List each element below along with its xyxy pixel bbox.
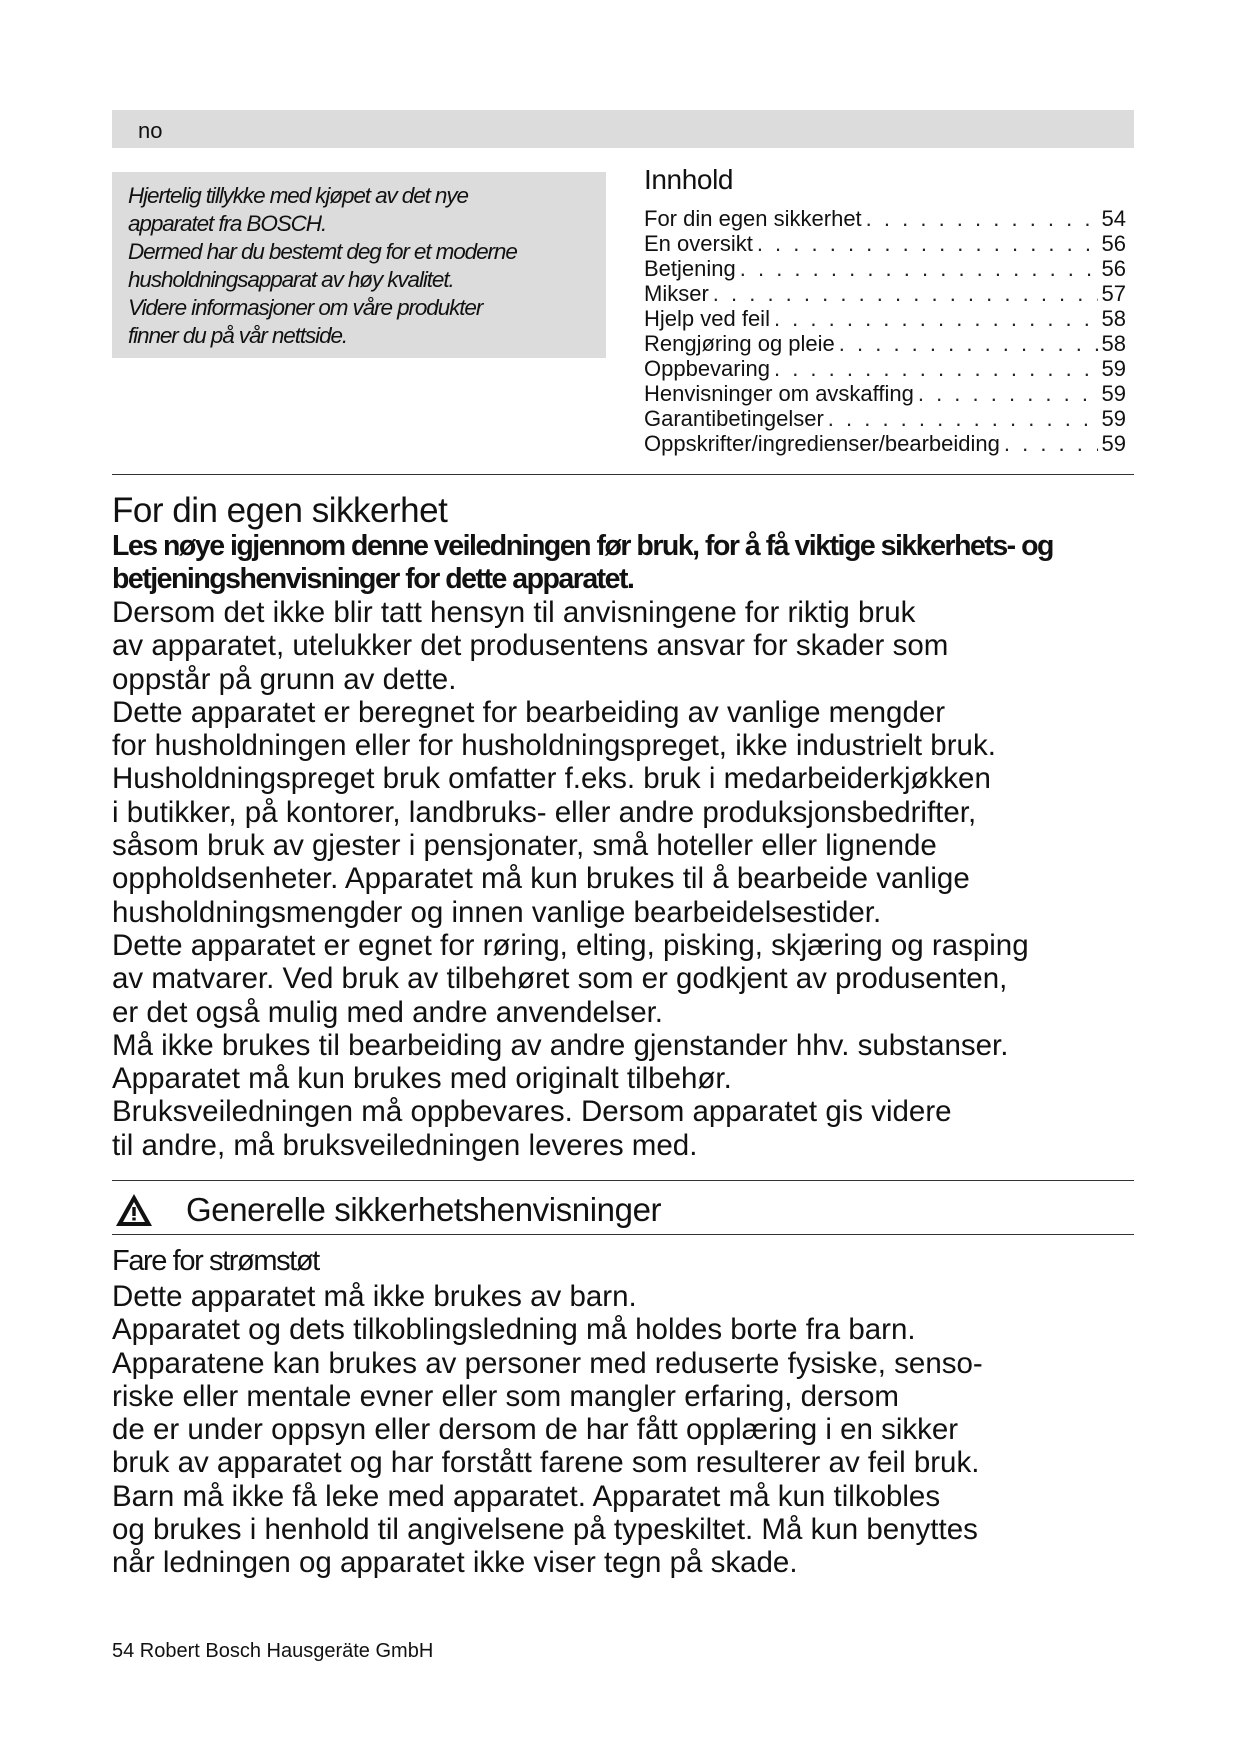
- language-code: no: [138, 118, 163, 143]
- body-line: Må ikke brukes til bearbeiding av andre gjenstander hhv. substanser.: [112, 1028, 1009, 1062]
- toc-item[interactable]: [644, 406, 1126, 431]
- body-line: Apparatet må kun brukes med originalt tilbehør.: [112, 1062, 732, 1096]
- toc-item[interactable]: [644, 381, 1126, 406]
- toc-item-page: 56: [1101, 256, 1126, 281]
- toc-item-label: Garantibetingelser: [644, 406, 824, 431]
- general-body: [112, 1280, 1142, 1580]
- toc-item-page: 54: [1101, 206, 1126, 231]
- toc-leader-dots: [774, 356, 1098, 381]
- body-line: oppholdsenheter. Apparatet må kun brukes til å bearbeide vanlige: [112, 862, 970, 896]
- toc-item[interactable]: [644, 331, 1126, 356]
- general-safety-heading: [112, 1188, 1134, 1232]
- body-line: Apparatene kan brukes av personer med reduserte fysiske, senso-: [112, 1346, 983, 1380]
- section-divider: [112, 1180, 1134, 1181]
- toc-item-page: 59: [1101, 406, 1126, 431]
- body-line: er det også mulig med andre anvendelser.: [112, 995, 664, 1029]
- body-line: Apparatet og dets tilkoblingsledning må holdes borte fra barn.: [112, 1313, 916, 1347]
- toc-item-label: Oppskrifter/ingredienser/bearbeiding: [644, 431, 1000, 456]
- toc-item-page: 59: [1101, 356, 1126, 381]
- section-divider: [112, 474, 1134, 475]
- toc-title: Innhold: [644, 164, 734, 195]
- body-line: riske eller mentale evner eller som mangler erfaring, dersom: [112, 1379, 899, 1413]
- body-line: bruk av apparatet og har forstått farene som resulterer av feil bruk.: [112, 1446, 980, 1480]
- toc-item[interactable]: [644, 206, 1126, 231]
- toc-item-label: Oppbevaring: [644, 356, 770, 381]
- intro-line: finner du på vår nettside.: [128, 323, 348, 348]
- body-line: Barn må ikke få leke med apparatet. Apparatet må kun tilkobles: [112, 1479, 941, 1513]
- language-header-bar: [112, 110, 1134, 148]
- toc-item-page: 59: [1101, 431, 1126, 456]
- toc-item[interactable]: [644, 256, 1126, 281]
- table-of-contents: [644, 160, 1126, 456]
- toc-item-page: 58: [1101, 331, 1126, 356]
- body-line: Bruksveiledningen må oppbevares. Dersom apparatet gis videre: [112, 1095, 952, 1129]
- body-line: når ledningen og apparatet ikke viser tegn på skade.: [112, 1546, 798, 1580]
- body-line: for husholdningen eller for husholdningspreget, ikke industrielt bruk.: [112, 729, 996, 763]
- body-line: Dette apparatet må ikke brukes av barn.: [112, 1280, 637, 1313]
- intro-line: husholdningsapparat av høy kvalitet.: [128, 267, 454, 292]
- body-line: til andre, må bruksveiledningen leveres med.: [112, 1128, 698, 1162]
- toc-item-page: 56: [1101, 231, 1126, 256]
- toc-leader-dots: [918, 381, 1098, 406]
- toc-item-label: En oversikt: [644, 231, 753, 256]
- toc-item[interactable]: [644, 431, 1126, 456]
- toc-leader-dots: [740, 256, 1098, 281]
- toc-item[interactable]: [644, 231, 1126, 256]
- toc-leader-dots: [774, 306, 1098, 331]
- safety-body: [112, 596, 1142, 1162]
- section-divider: [112, 1234, 1134, 1235]
- warning-triangle-icon: [114, 1192, 154, 1228]
- body-line: Husholdningspreget bruk omfatter f.eks. bruk i medarbeiderkjøkken: [112, 762, 991, 796]
- section-title-safety: For din egen sikkerhet: [112, 491, 448, 530]
- toc-leader-dots: [866, 206, 1098, 231]
- toc-leader-dots: [839, 331, 1098, 356]
- toc-leader-dots: [828, 406, 1098, 431]
- body-line: av matvarer. Ved bruk av tilbehøret som er godkjent av produsenten,: [112, 962, 1008, 996]
- toc-item-label: For din egen sikkerhet: [644, 206, 862, 231]
- toc-item-page: 57: [1101, 281, 1126, 306]
- body-line: de er under oppsyn eller dersom de har fått opplæring i en sikker: [112, 1413, 959, 1447]
- body-line: i butikker, på kontorer, landbruks- eller andre produksjonsbedrifter,: [112, 795, 977, 829]
- toc-leader-dots: [757, 231, 1098, 256]
- intro-line: Dermed har du bestemt deg for et moderne: [128, 239, 517, 264]
- toc-item-label: Rengjøring og pleie: [644, 331, 835, 356]
- body-line: oppstår på grunn av dette.: [112, 662, 457, 696]
- body-line: Dersom det ikke blir tatt hensyn til anvisningene for riktig bruk: [112, 596, 916, 629]
- intro-box: [112, 172, 606, 358]
- safety-lead: Les nøye igjennom denne veiledningen før bruk, for å få viktige sikkerhets- og betjeningshenvisninger for dette apparatet.: [112, 530, 1053, 595]
- intro-line: Hjertelig tillykke med kjøpet av det nye: [128, 183, 468, 208]
- subheading-electric-shock: Fare for strømstøt: [112, 1245, 319, 1277]
- toc-leader-dots: [713, 281, 1098, 306]
- toc-item-label: Mikser: [644, 281, 709, 306]
- toc-item-page: 58: [1101, 306, 1126, 331]
- body-line: Dette apparatet er egnet for røring, elting, pisking, skjæring og rasping: [112, 928, 1029, 962]
- toc-item-page: 59: [1101, 381, 1126, 406]
- toc-leader-dots: [1004, 431, 1098, 456]
- intro-line: apparatet fra BOSCH.: [128, 211, 327, 236]
- body-line: og brukes i henhold til angivelsene på typeskiltet. Må kun benyttes: [112, 1513, 978, 1547]
- toc-item-label: Hjelp ved feil: [644, 306, 770, 331]
- page-footer: 54 Robert Bosch Hausgeräte GmbH: [112, 1640, 434, 1662]
- toc-item-label: Henvisninger om avskaffing: [644, 381, 914, 406]
- body-line: Dette apparatet er beregnet for bearbeiding av vanlige mengder: [112, 695, 946, 729]
- toc-item-label: Betjening: [644, 256, 736, 281]
- body-line: såsom bruk av gjester i pensjonater, små hoteller eller lignende: [112, 829, 937, 863]
- body-line: husholdningsmengder og innen vanlige bearbeidelsestider.: [112, 895, 882, 929]
- intro-line: Videre informasjoner om våre produkter: [128, 295, 483, 320]
- body-line: av apparatet, utelukker det produsentens ansvar for skader som: [112, 629, 949, 663]
- section-title-general: Generelle sikkerhetshenvisninger: [186, 1191, 662, 1228]
- toc-item[interactable]: [644, 281, 1126, 306]
- toc-item[interactable]: [644, 356, 1126, 381]
- toc-item[interactable]: [644, 306, 1126, 331]
